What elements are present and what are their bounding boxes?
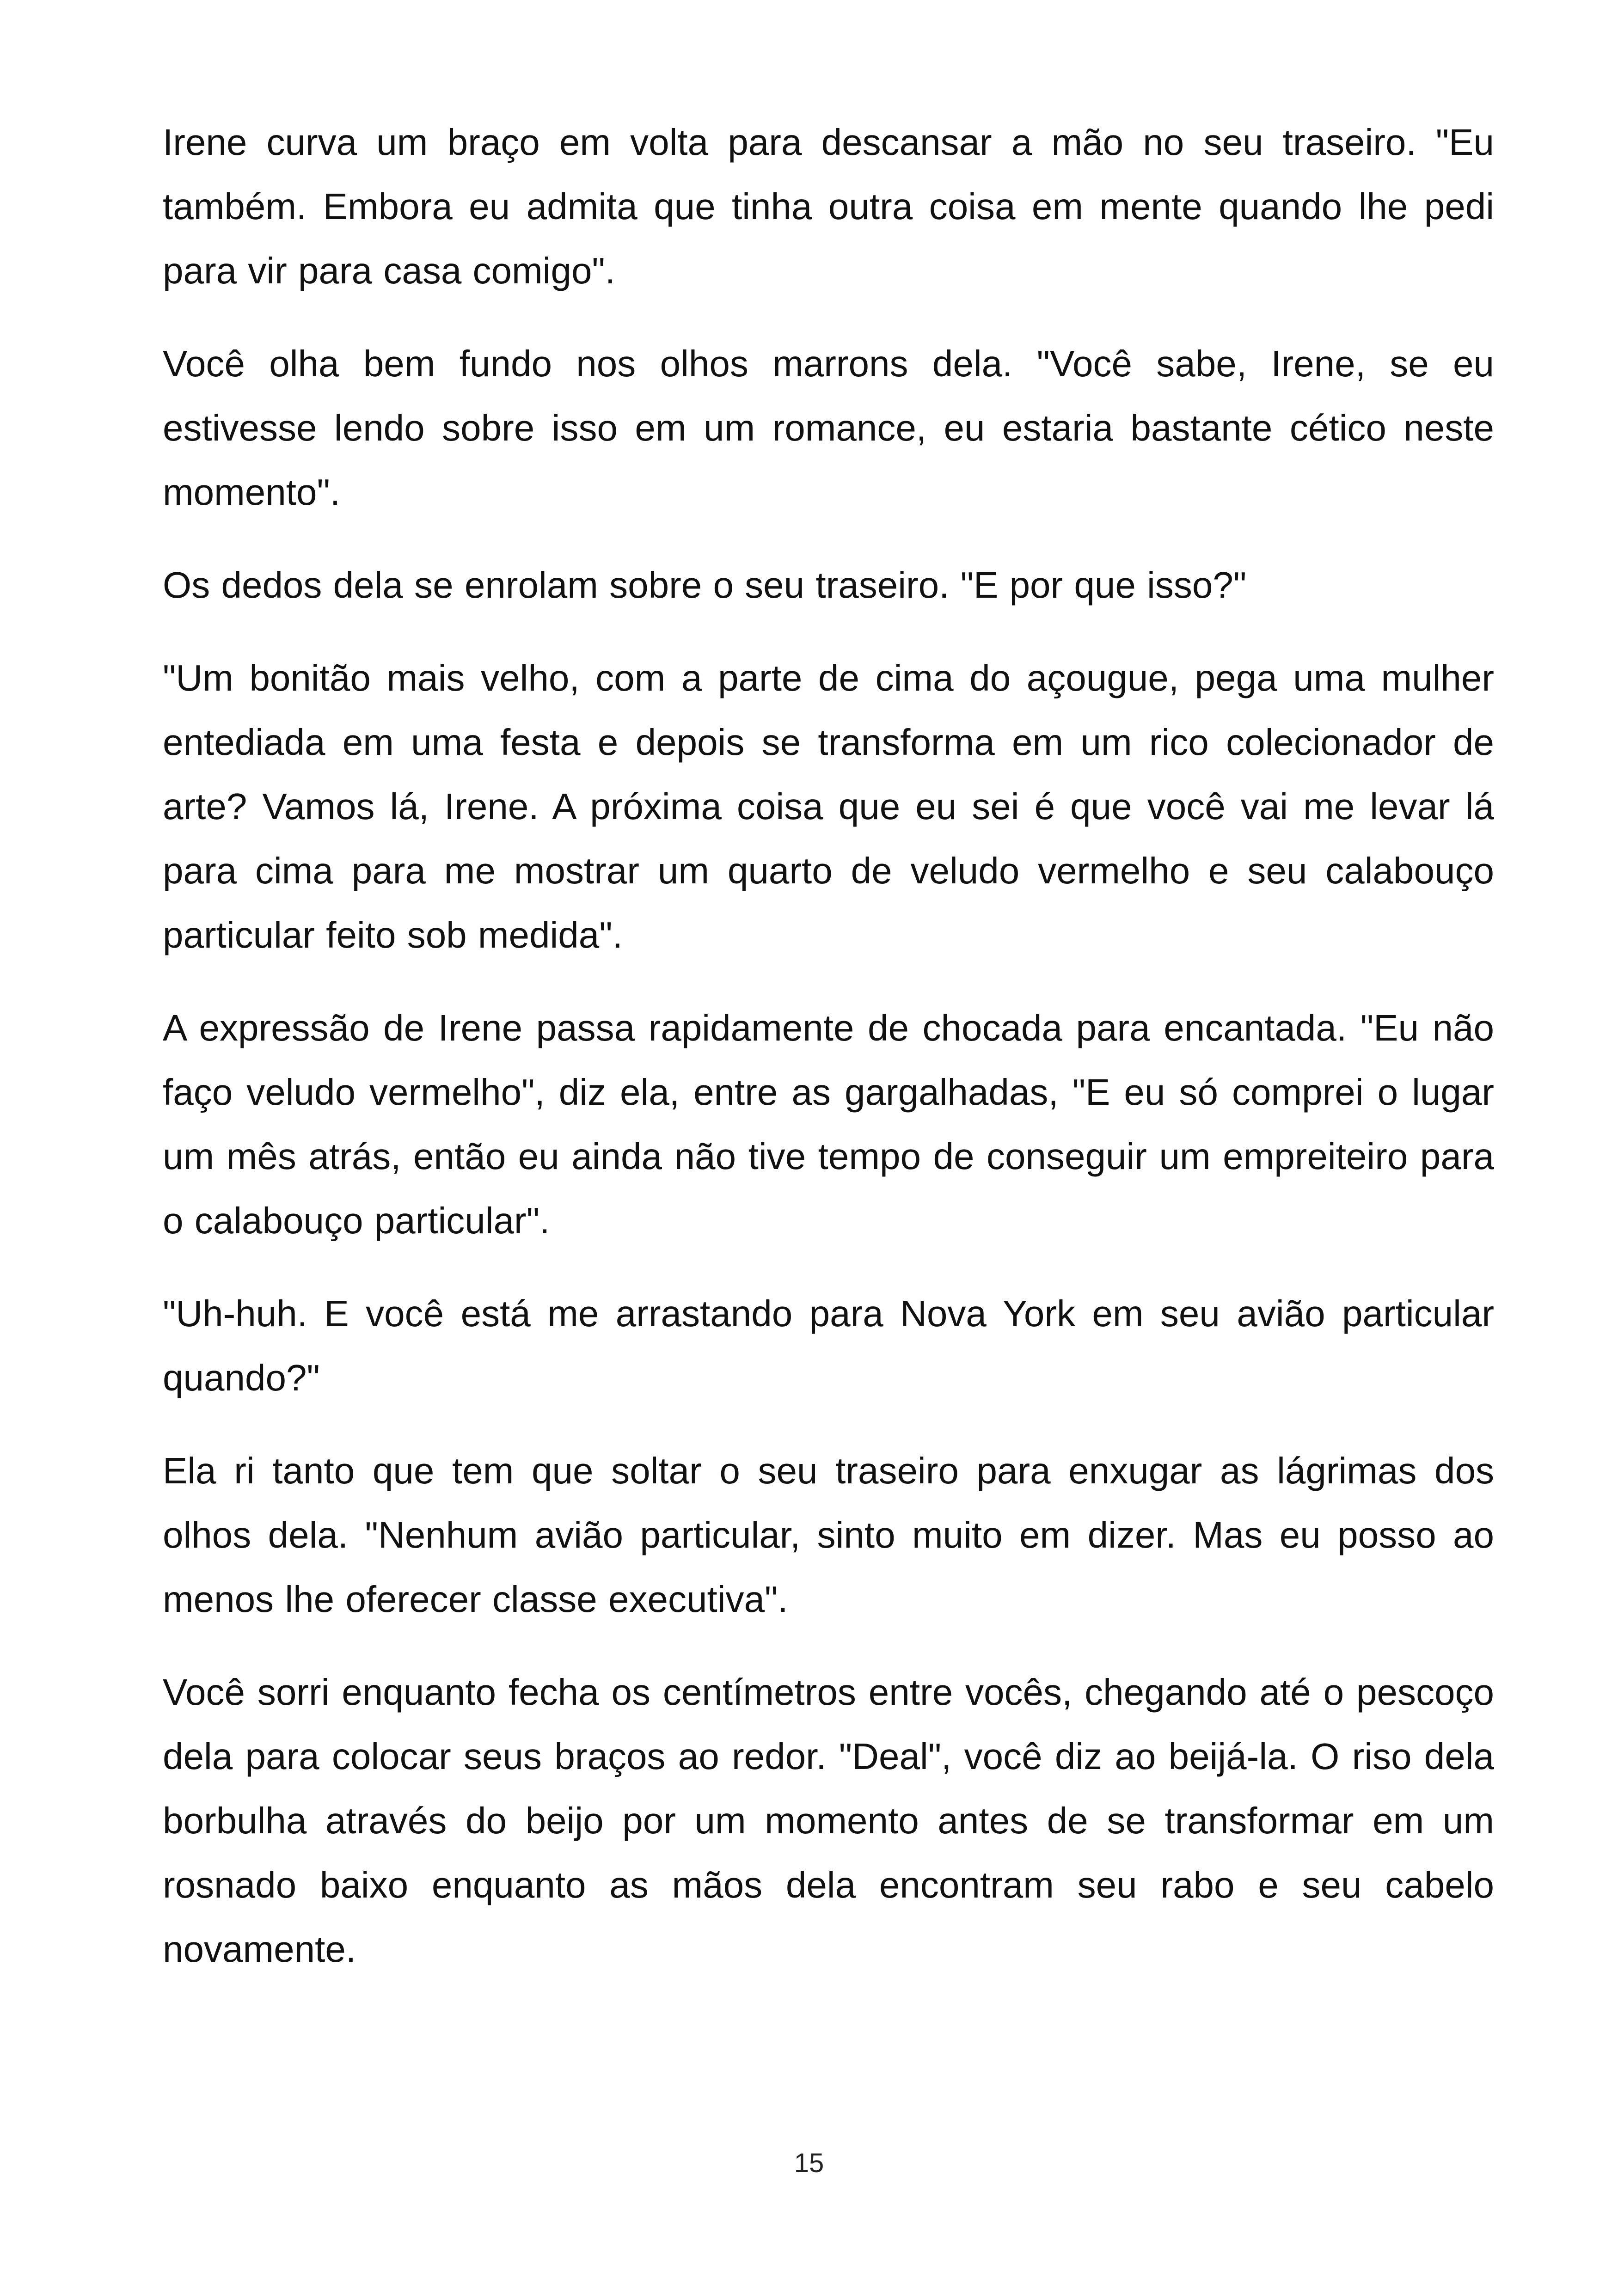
page-number: 15	[794, 2148, 824, 2178]
paragraph-5: A expressão de Irene passa rapidamente de chocada para encantada. "Eu não faço veludo vermelho", diz ela, entre as gargalhadas, "E eu só comprei o lugar um mês atrás, então eu ainda não tive tempo de conseguir um empreiteiro para o calabouço particular".	[163, 1007, 1494, 1241]
paragraph-1: Irene curva um braço em volta para descansar a mão no seu traseiro. "Eu também. Embora eu admita que tinha outra coisa em mente quando lhe pedi para vir para casa comigo".	[163, 122, 1494, 291]
paragraph-6: "Uh-huh. E você está me arrastando para Nova York em seu avião particular quando?"	[163, 1293, 1494, 1398]
paragraph-3: Os dedos dela se enrolam sobre o seu traseiro. "E por que isso?"	[163, 564, 1247, 606]
paragraph-2: Você olha bem fundo nos olhos marrons dela. "Você sabe, Irene, se eu estivesse lendo sobre isso em um romance, eu estaria bastante cético neste momento".	[163, 343, 1494, 513]
body-text	[163, 110, 1494, 1981]
paragraph-7: Ela ri tanto que tem que soltar o seu traseiro para enxugar as lágrimas dos olhos dela. "Nenhum avião particular, sinto muito em dizer. Mas eu posso ao menos lhe oferecer classe executiva".	[163, 1450, 1494, 1620]
paragraph-4: "Um bonitão mais velho, com a parte de cima do açougue, pega uma mulher entediada em uma festa e depois se transforma em um rico colecionador de arte? Vamos lá, Irene. A próxima coisa que eu sei é que você vai me levar lá para cima para me mostrar um quarto de veludo vermelho e seu calabouço particular feito sob medida".	[163, 657, 1494, 955]
paragraph-8: Você sorri enquanto fecha os centímetros entre vocês, chegando até o pescoço dela para colocar seus braços ao redor. "Deal", você diz ao beijá-la. O riso dela borbulha através do beijo por um momento antes de se transformar em um rosnado baixo enquanto as mãos dela encontram seu rabo e seu cabelo novamente.	[163, 1671, 1494, 1970]
